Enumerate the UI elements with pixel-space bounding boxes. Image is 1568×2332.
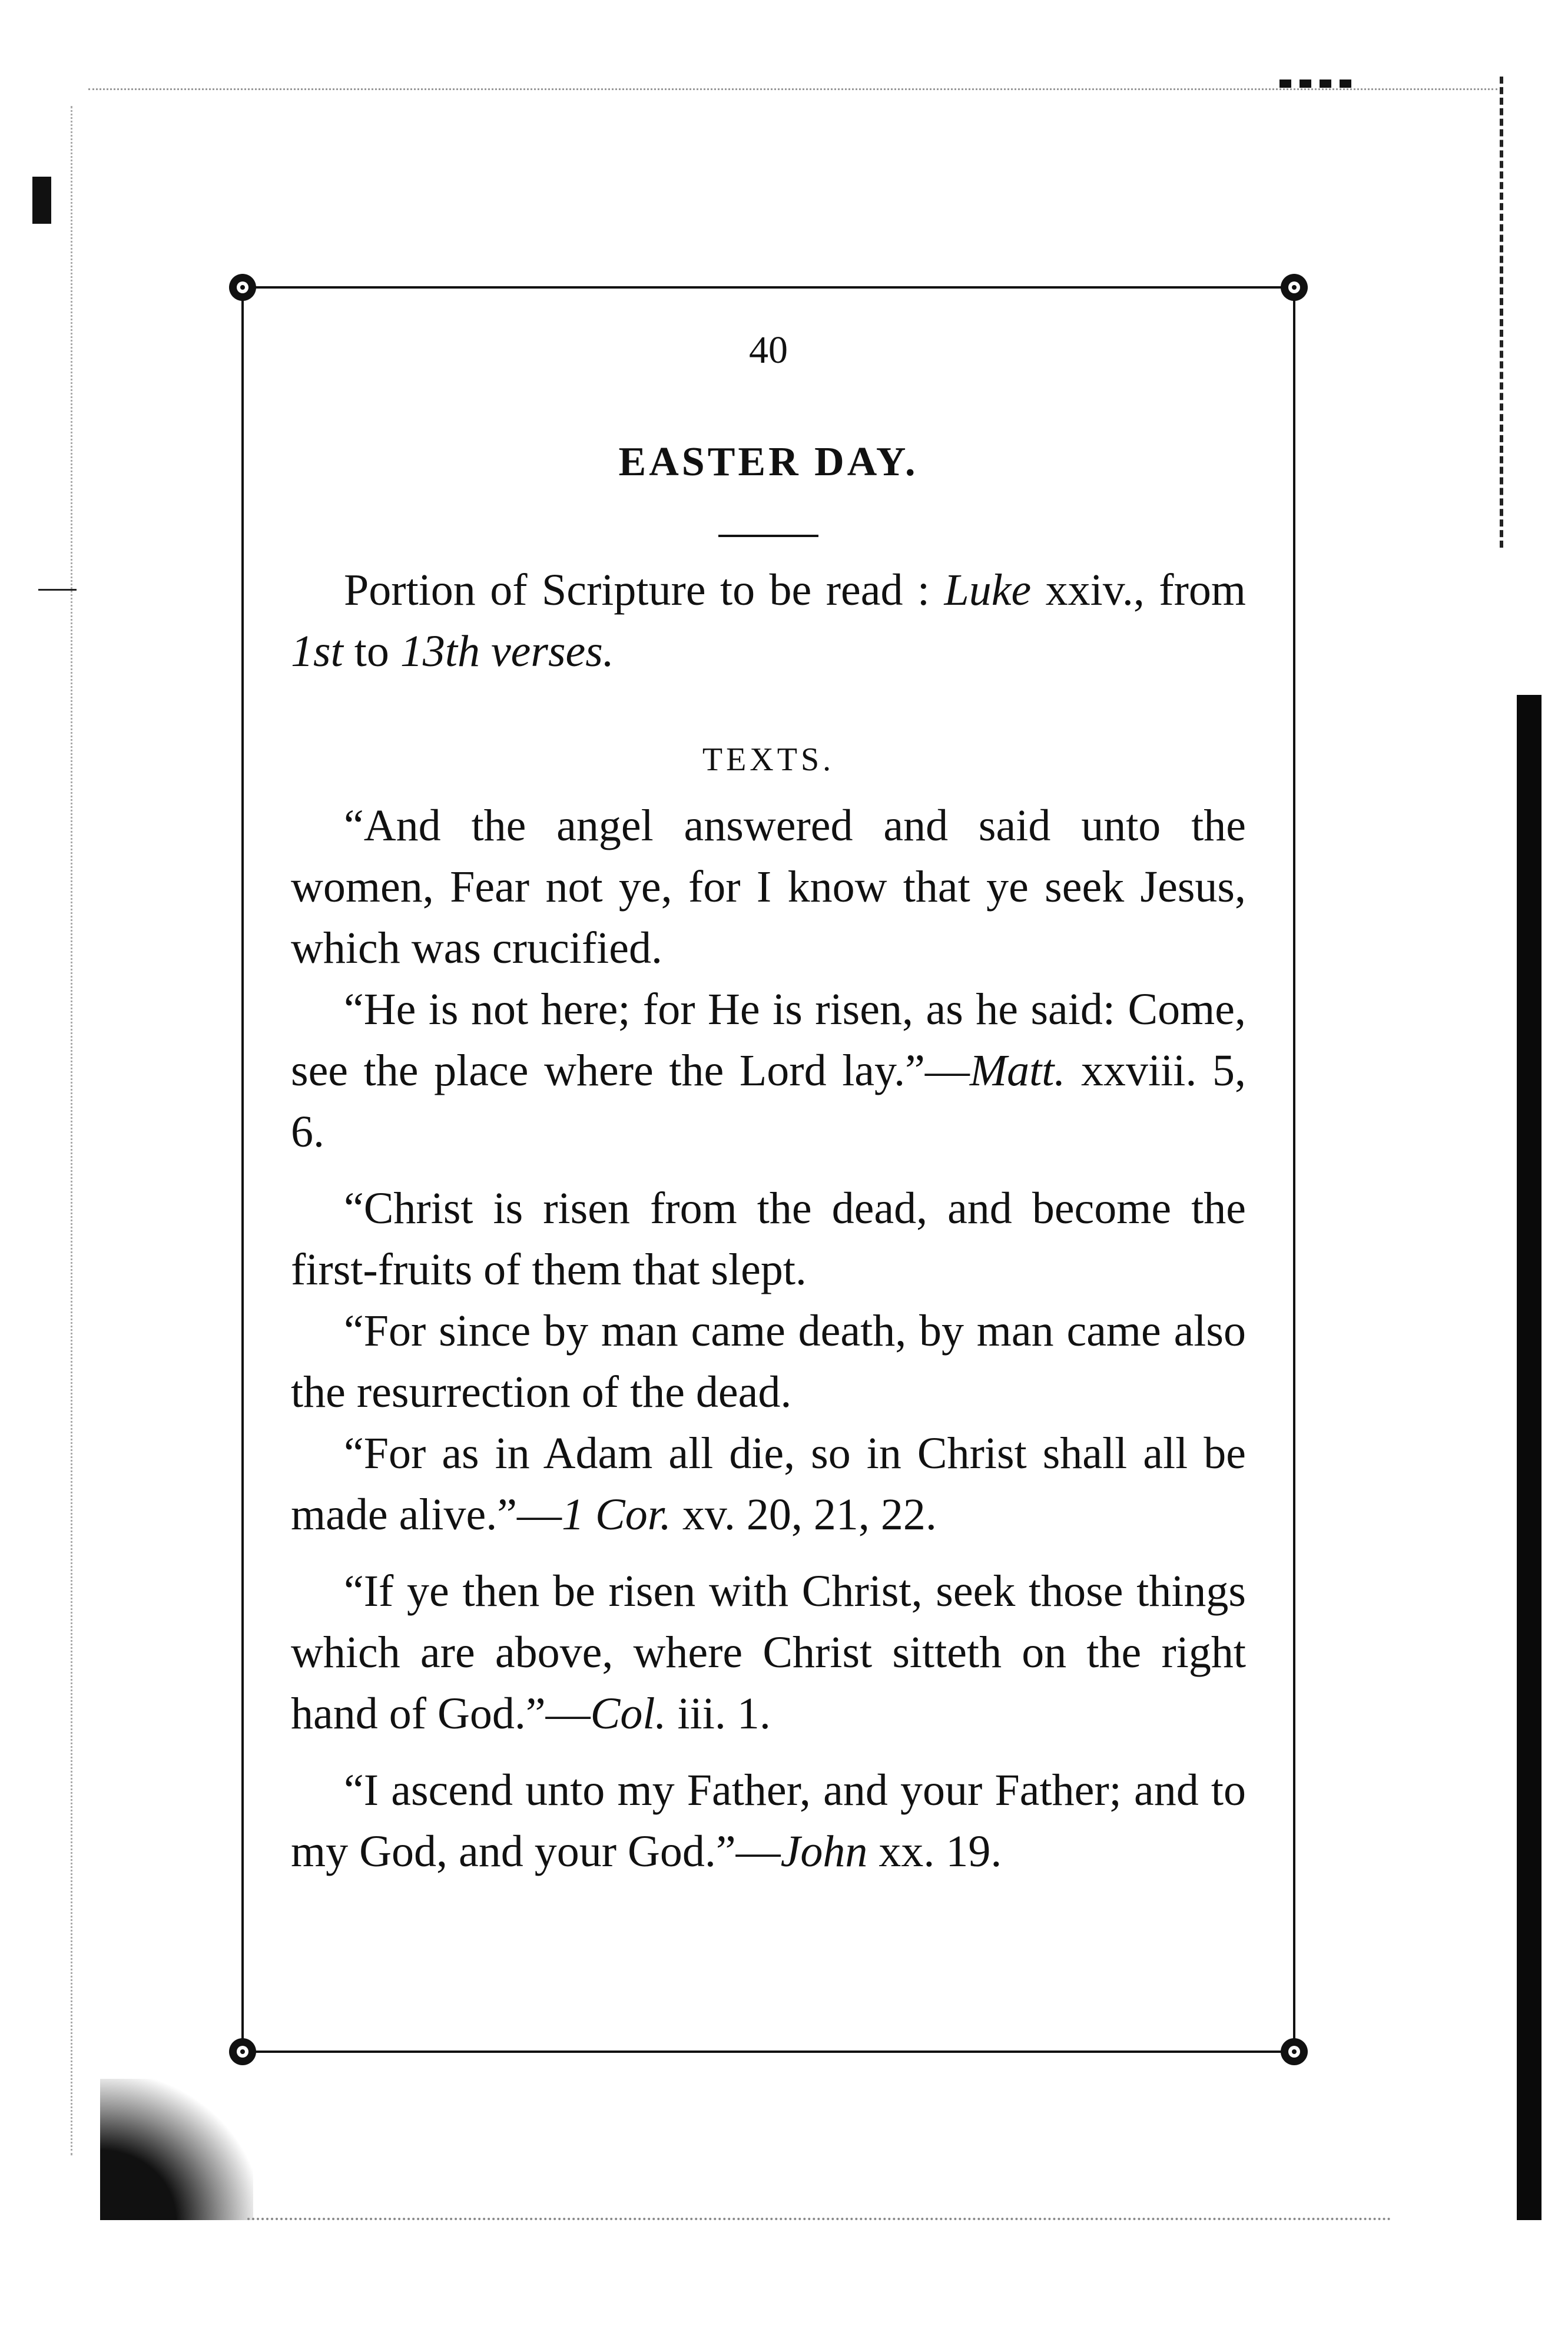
reading-to-word: to [354,627,389,676]
verse-text: “For as in Adam all die, so in Christ shall all be made alive.”— [291,1429,1246,1539]
scan-tick-left [38,589,77,591]
verse-text: “Christ is risen from the dead, and become the first-fruits of them that slept. [291,1184,1246,1294]
scan-marks-top [1279,80,1356,88]
verse-paragraph [291,1423,1246,1545]
page-edge-left [71,106,72,2155]
verse-ref-rest: iii. 1. [677,1689,771,1738]
title-rule [718,535,818,537]
verse-paragraph [291,795,1246,979]
verse-text: “And the angel answered and said unto the women, Fear not ye, for I know that ye seek Jesus, which was crucified. [291,801,1246,973]
verse-text: “He is not here; for He is risen, as he said: Come, see the place where the Lord lay.”— [291,985,1246,1095]
page-edge-bottom [247,2218,1391,2220]
verse-ref-rest: xv. 20, 21, 22. [682,1490,937,1539]
verse-text: “If ye then be risen with Christ, seek those things which are above, where Christ sitteth on the right hand of God.”— [291,1566,1246,1738]
reading-from-verse: 1st [291,627,343,676]
binding-edge-upper [1494,77,1503,548]
verse-ref-book: 1 Cor. [562,1490,671,1539]
page-number: 40 [749,329,788,372]
scan-mark-left [32,177,51,224]
verse-ref-rest: xxviii. 5, 6. [291,1046,1246,1157]
verse-ref-book: John [780,1827,868,1876]
verse-ref-rest: xx. 19. [879,1827,1002,1876]
corner-rosette-icon [1281,274,1308,301]
reading-chapter: xxiv., from [1045,565,1247,615]
section-title: EASTER DAY. [618,439,919,485]
verse-ref-book: Col. [590,1689,667,1738]
page-border-frame [241,286,1295,2053]
verse-text: “I ascend unto my Father, and your Father; and to my God, and your God.”— [291,1765,1246,1876]
page-edge-top [88,88,1497,90]
verse-paragraph [291,1561,1246,1744]
corner-rosette-icon [229,2038,256,2065]
reading-to-verse: 13th verses. [400,627,614,676]
verse-paragraph [291,979,1246,1162]
verse-ref-book: Matt. [969,1046,1066,1095]
verse-paragraph [291,1178,1246,1300]
verse-text: “For since by man came death, by man came also the resurrection of the dead. [291,1306,1246,1417]
scripture-reading [291,559,1246,682]
corner-rosette-icon [1281,2038,1308,2065]
verse-paragraph [291,1760,1246,1882]
corner-rosette-icon [229,274,256,301]
scan-shadow-corner [100,2079,253,2220]
texts-heading: TEXTS. [702,741,835,778]
reading-label: Portion of Scripture to be read : [344,565,930,615]
reading-book: Luke [944,565,1032,615]
page-content [291,324,1246,1882]
verse-paragraph [291,1300,1246,1423]
binding-spine [1517,695,1542,2220]
